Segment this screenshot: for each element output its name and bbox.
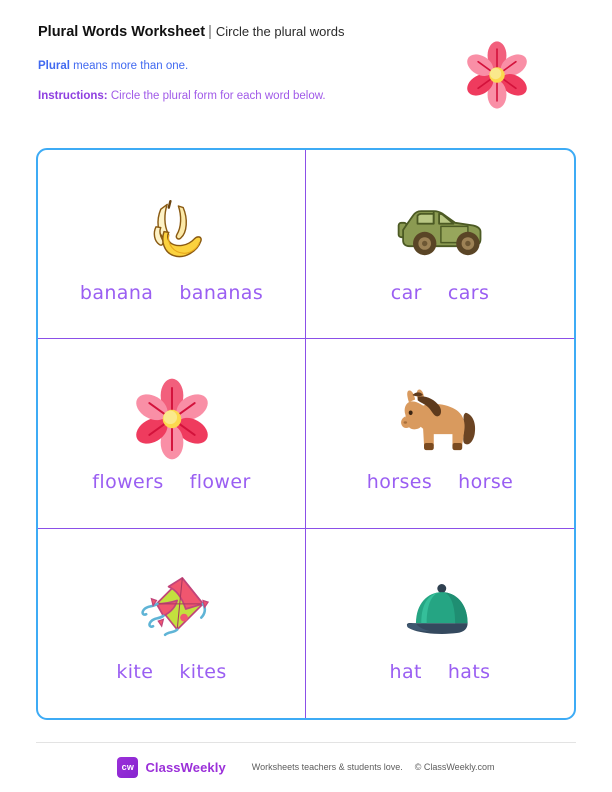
- worksheet-cell[interactable]: [38, 339, 306, 528]
- flower-icon: [117, 373, 227, 465]
- word-option[interactable]: hats: [447, 661, 491, 684]
- car-icon: [385, 184, 495, 276]
- footer-copyright: © ClassWeekly.com: [414, 762, 495, 772]
- brand-name: ClassWeekly: [145, 759, 226, 775]
- hat-icon: [385, 563, 495, 655]
- worksheet-header: [38, 22, 438, 104]
- plural-definition-text: means more than one.: [69, 60, 189, 72]
- word-option[interactable]: bananas: [179, 282, 264, 305]
- word-option[interactable]: horse: [458, 471, 514, 494]
- worksheet-cell[interactable]: [306, 529, 574, 718]
- word-choices: [80, 282, 263, 304]
- word-option[interactable]: kite: [116, 661, 154, 684]
- plural-definition-label: Plural: [38, 60, 70, 72]
- brand[interactable]: [117, 757, 225, 778]
- flower-icon: [462, 40, 532, 110]
- worksheet-grid: [36, 148, 576, 720]
- footer-divider: [36, 742, 576, 743]
- footer: [0, 752, 612, 782]
- page-title-main: Plural Words Worksheet: [38, 24, 206, 40]
- word-option[interactable]: cars: [447, 282, 490, 305]
- instructions-label: Instructions:: [38, 90, 108, 102]
- word-choices: [92, 471, 250, 493]
- page-title-subtitle: Circle the plural words: [215, 24, 345, 39]
- word-option[interactable]: hat: [389, 661, 422, 684]
- banana-icon: [117, 184, 227, 276]
- word-option[interactable]: flowers: [92, 471, 164, 494]
- horse-icon: [385, 373, 495, 465]
- word-choices: [391, 282, 490, 304]
- word-choices: [390, 661, 491, 683]
- word-option[interactable]: kites: [179, 661, 227, 684]
- instructions: [38, 88, 438, 104]
- worksheet-cell[interactable]: [38, 150, 306, 339]
- worksheet-cell[interactable]: [38, 529, 306, 718]
- page-title: [38, 22, 438, 42]
- word-option[interactable]: horses: [366, 471, 433, 494]
- kite-icon: [117, 563, 227, 655]
- instructions-text: Circle the plural form for each word below.: [107, 90, 326, 102]
- word-option[interactable]: car: [390, 282, 422, 305]
- word-option[interactable]: flower: [189, 471, 251, 494]
- classweekly-logo-icon: cw: [117, 757, 138, 778]
- worksheet-cell[interactable]: [306, 339, 574, 528]
- plural-definition: [38, 58, 438, 74]
- word-option[interactable]: banana: [79, 282, 154, 305]
- word-choices: [116, 661, 226, 683]
- worksheet-cell[interactable]: [306, 150, 574, 339]
- footer-tagline: Worksheets teachers & students love.: [251, 762, 403, 772]
- word-choices: [367, 471, 513, 493]
- title-separator: |: [208, 24, 212, 40]
